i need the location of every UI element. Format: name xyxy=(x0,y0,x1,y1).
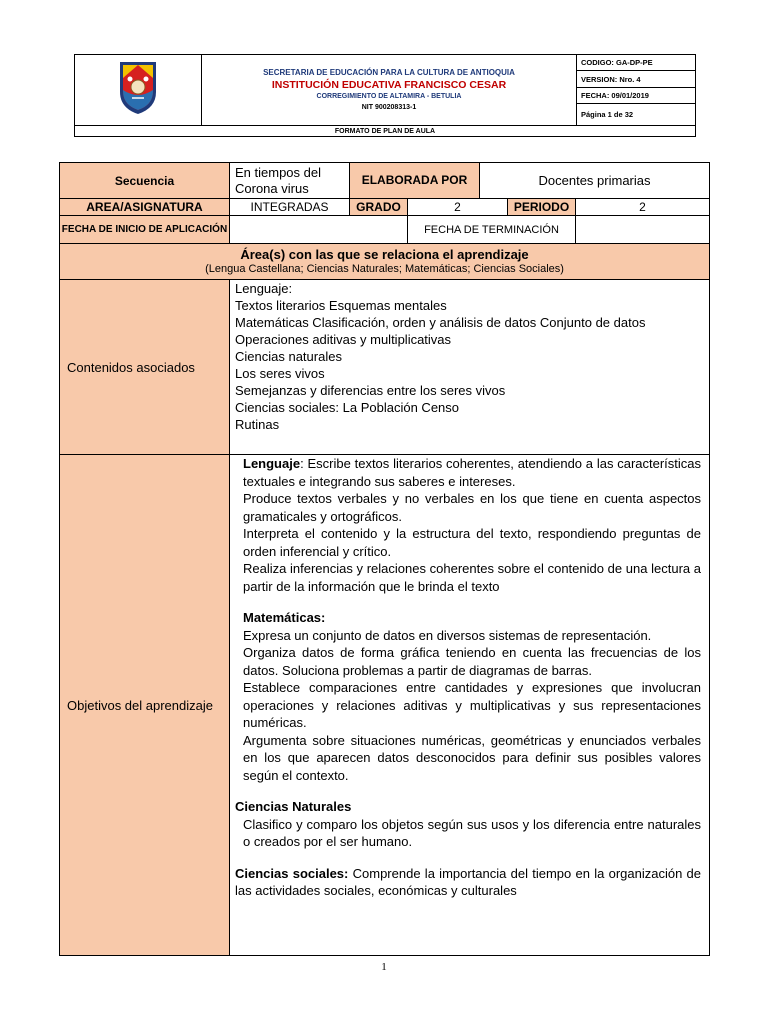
fecha-inicio-label: FECHA DE INICIO DE APLICACIÓN xyxy=(60,216,230,244)
lenguaje-objetivo-4: Realiza inferencias y relaciones coherentes sobre el contenido de una lectura a partir de la información que le brinda el texto xyxy=(243,561,702,594)
fecha-termino-label: FECHA DE TERMINACIÓN xyxy=(408,216,576,244)
sociales-heading: Ciencias sociales: xyxy=(235,865,349,881)
grado-value: 2 xyxy=(408,199,508,216)
version-cell: VERSION: Nro. 4 xyxy=(577,71,696,87)
matematicas-objetivo-3: Establece comparaciones entre cantidades y expresiones que involucran operaciones y relaciones aditivas y multiplicativas y sus representaciones numéricas. xyxy=(243,680,702,730)
periodo-label: PERIODO xyxy=(508,199,576,216)
sociales-objetivo-1: Ciencias sociales: Comprende la importancia del tiempo en la organización de las actividades sociales, económicas y culturales xyxy=(235,865,702,898)
elaborada-value: Docentes primarias xyxy=(480,163,710,199)
naturales-objetivo-1: Clasifico y comparo los objetos según sus usos y los diferencia entre naturales o creados por el ser humano. xyxy=(243,816,702,849)
institution-nit: NIT 900208313-1 xyxy=(361,104,417,111)
page-number: 1 xyxy=(381,961,387,973)
contenido-item: Matemáticas Clasificación, orden y análisis de datos Conjunto de datos xyxy=(235,315,646,330)
contenido-item: Lenguaje: xyxy=(235,281,293,296)
periodo-value: 2 xyxy=(576,199,710,216)
areas-subtitle: (Lengua Castellana; Ciencias Naturales; Matemáticas; Ciencias Sociales) xyxy=(205,263,564,275)
secuencia-label: Secuencia xyxy=(60,163,230,199)
document-header xyxy=(74,54,696,137)
elaborada-label: ELABORADA POR xyxy=(350,163,480,199)
institution-shield-logo xyxy=(118,60,158,116)
contenido-item: Rutinas xyxy=(235,417,280,432)
matematicas-objetivo-4: Argumenta sobre situaciones numéricas, geométricas y enunciados verbales en los que aparecen datos desconocidos para definir sus posibles valores según el contexto. xyxy=(243,732,702,783)
institution-info xyxy=(202,55,577,126)
contenido-item: Textos literarios Esquemas mentales xyxy=(235,298,447,313)
contenido-item: Los seres vivos xyxy=(235,366,325,381)
grado-label: GRADO xyxy=(350,199,408,216)
area-label: AREA/ASIGNATURA xyxy=(60,199,230,216)
contenido-item: Ciencias sociales: La Población Censo xyxy=(235,400,460,415)
objetivos-content: Lenguaje: Escribe textos literarios coherentes, atendiendo a las características textuales e integrando sus saberes e intereses. Produce textos verbales y no verbales en los que tiene en cuenta aspectos gramaticales y ortográficos. Interpreta el contenido y la estructura del texto, respondiendo preguntas de orden inferencial y crítico. Realiza inferencias y relaciones coherentes sobre el contenido de una lectura a partir de la información que le brinda el texto Matemáticas: Expresa un conjunto de datos en diversos sistemas de representación. Organiza datos de forma gráfica teniendo en cuenta las frecuencias de los datos. Soluciona problemas a partir de diagramas de barras. Establece comparaciones entre cantidades y expresiones que involucran operaciones y relaciones aditivas y multiplicativas y sus representaciones numéricas. Argumenta sobre situaciones numéricas, geométricas y enunciados verbales en los que aparecen datos desconocidos para definir sus posibles valores según el contexto. Ciencias Naturales Clasifico y comparo los objetos según sus usos y los diferencia entre naturales o creados por el ser humano. Ciencias sociales: Comprende la importancia del tiempo en la organización de las actividades sociales, económicas y culturales xyxy=(230,455,710,956)
lenguaje-objetivo-3: Interpreta el contenido y la estructura del texto, respondiendo preguntas de orden inferencial y crítico. xyxy=(243,526,702,559)
matematicas-heading: Matemáticas xyxy=(243,610,322,625)
lenguaje-objetivo-2: Produce textos verbales y no verbales en los que tiene en cuenta aspectos gramaticales y ortográficos. xyxy=(243,491,702,524)
pagina-cell: Página 1 de 32 xyxy=(577,104,696,126)
contenidos-label: Contenidos asociados xyxy=(60,280,230,455)
fecha-inicio-value[interactable] xyxy=(230,216,408,244)
contenido-item: Ciencias naturales xyxy=(235,349,342,364)
fecha-termino-value[interactable] xyxy=(576,216,710,244)
matematicas-objetivo-2: Organiza datos de forma gráfica teniendo en cuenta las frecuencias de los datos. Soluciona problemas a partir de diagramas de barras. xyxy=(243,645,702,678)
logo-cell xyxy=(75,55,202,126)
area-value: INTEGRADAS xyxy=(230,199,350,216)
naturales-heading: Ciencias Naturales xyxy=(235,799,352,814)
secretaria-name: SECRETARIA DE EDUCACIÓN PARA LA CULTURA DE ANTIOQUIA xyxy=(263,68,515,77)
lenguaje-heading: Lenguaje xyxy=(243,456,301,471)
fecha-cell: FECHA: 09/01/2019 xyxy=(577,87,696,103)
contenido-item: Semejanzas y diferencias entre los seres vivos xyxy=(235,383,506,398)
plan-table xyxy=(59,162,710,956)
areas-title: Área(s) con las que se relaciona el aprendizaje xyxy=(240,247,529,262)
areas-relacionadas xyxy=(60,244,710,280)
lenguaje-objetivo-1: Lenguaje: Escribe textos literarios coherentes, atendiendo a las características textuales e integrando sus saberes e intereses. xyxy=(243,456,702,489)
secuencia-value: En tiempos del Corona virus xyxy=(230,163,350,199)
institution-name: INSTITUCIÓN EDUCATIVA FRANCISCO CESAR xyxy=(271,79,507,91)
institution-location: CORREGIMIENTO DE ALTAMIRA - BETULIA xyxy=(316,93,462,100)
objetivos-label: Objetivos del aprendizaje xyxy=(60,455,230,956)
contenidos-list xyxy=(230,280,710,455)
matematicas-objetivo-1: Expresa un conjunto de datos en diversos sistemas de representación. xyxy=(243,627,652,643)
codigo-cell: CODIGO: GA-DP-PE xyxy=(577,55,696,71)
contenido-item: Operaciones aditivas y multiplicativas xyxy=(235,332,452,347)
format-title: FORMATO DE PLAN DE AULA xyxy=(75,126,696,137)
